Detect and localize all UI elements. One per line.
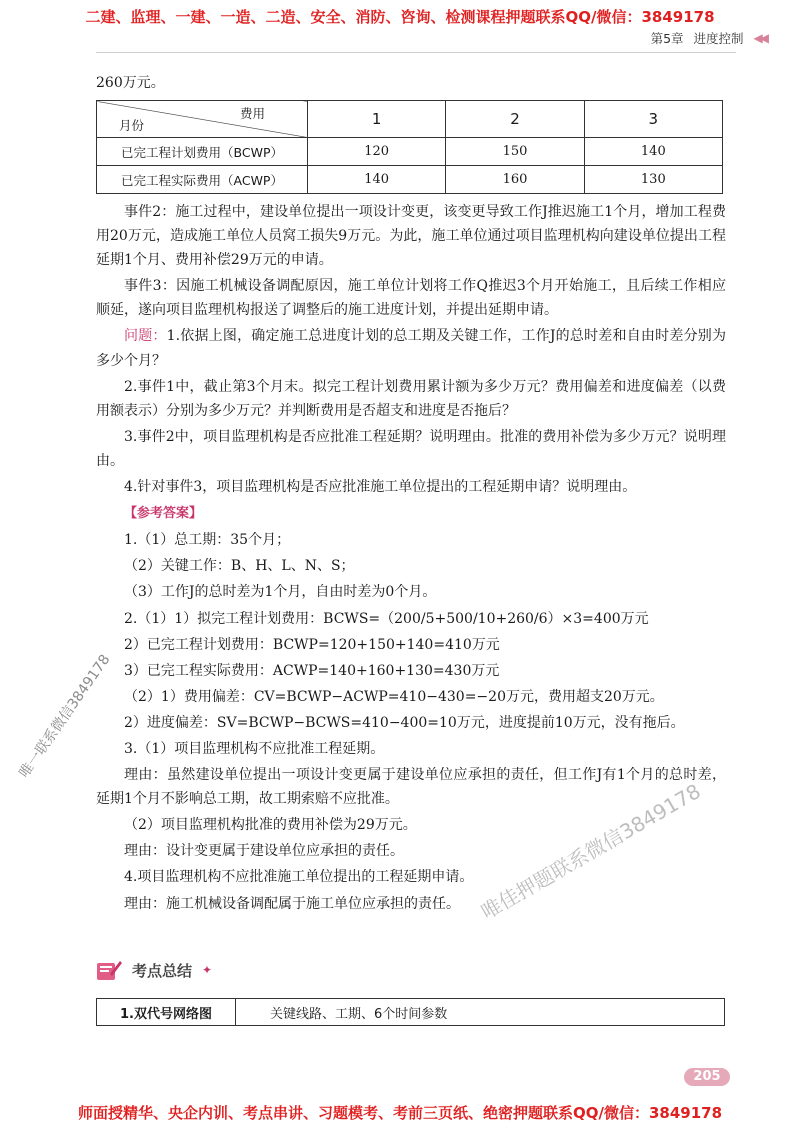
row-label: 已完工程计划费用（BCWP） (97, 138, 308, 166)
summary-table (96, 998, 725, 1026)
watermark-right: 唯佳押题联系微信3849178 (477, 778, 705, 925)
notebook-pencil-icon (96, 958, 122, 982)
question-1 (96, 324, 726, 372)
answer-line: 理由：施工机械设备调配属于施工单位应承担的责任。 (124, 895, 460, 912)
answer-line: （2）项目监理机构批准的费用补偿为29万元。 (124, 817, 417, 834)
answer-line: 理由：虽然建设单位提出一项设计变更属于建设单位应承担的责任，但工作J有1个月的总时差，延期1个月不影响总工期，故工期索赔不应批准。 (96, 767, 726, 808)
month-header: 2 (446, 101, 584, 138)
summary-heading (96, 958, 212, 982)
answer-heading-line (96, 501, 726, 526)
bottom-promo-banner: 师面授精华、央企内训、考点串讲、习题模考、考前三页纸、绝密押题联系QQ/微信：3849178 (77, 1104, 723, 1122)
chapter-number: 第5章 (650, 31, 684, 46)
diag-bottom-label: 月份 (119, 118, 145, 133)
table-cell: 150 (446, 138, 584, 166)
month-header: 1 (308, 101, 446, 138)
question-2: 2.事件1中，截止第3个月末。拟完工程计划费用累计额为多少万元？费用偏差和进度偏差（以费用额表示）分别为多少万元？并判断费用是否超支和进度是否拖后？ (96, 378, 726, 419)
sparkle-icon: ✦ (202, 963, 213, 977)
question-3: 3.事件2中，项目监理机构是否应批准工程延期？说明理由。批准的费用补偿为多少万元？说明理由。 (96, 428, 726, 469)
summary-title: 考点总结 (132, 961, 193, 980)
answer-line: （3）工作J的总时差为1个月，自由时差为0个月。 (124, 584, 437, 601)
answer-line: （2）关键工作：B、H、L、N、S； (124, 558, 355, 575)
answer-line: 4.项目监理机构不应批准施工单位提出的工程延期申请。 (124, 869, 474, 886)
table-cell: 130 (584, 166, 722, 194)
table-cell: 140 (584, 138, 722, 166)
page-arrow-icon: ◀◀ (753, 31, 766, 45)
answer-heading: 【参考答案】 (124, 506, 203, 522)
intro-line: 260万元。 (96, 75, 165, 91)
header-divider (96, 52, 736, 53)
page-number: 205 (684, 1068, 730, 1086)
question-label: 问题： (124, 328, 167, 345)
answer-line: 理由：设计变更属于建设单位应承担的责任。 (124, 843, 404, 860)
cost-table-header-row (97, 101, 723, 138)
watermark-left: 唯一联系微信3849178 (16, 651, 114, 781)
answer-line: （2）1）费用偏差：CV=BCWP−ACWP=410−430=−20万元，费用超支20万元。 (124, 688, 664, 705)
top-promo-banner: 二建、监理、一建、一造、二造、安全、消防、咨询、检测课程押题联系QQ/微信：3849178 (85, 8, 715, 26)
question-1-text: 1.依据上图，确定施工总进度计划的总工期及关键工作，工作J的总时差和自由时差分别为多少个月？ (96, 328, 727, 369)
table-cell: 140 (308, 166, 446, 194)
month-header: 3 (584, 101, 722, 138)
answer-line: 2）已完工程计划费用：BCWP=120+150+140=410万元 (124, 636, 500, 653)
summary-content: 关键线路、工期、6个时间参数 (270, 1006, 448, 1022)
chapter-header (651, 29, 766, 47)
cost-table (96, 100, 723, 194)
event-2-paragraph: 事件2：施工过程中，建设单位提出一项设计变更，该变更导致工作J推迟施工1个月，增加工程费用20万元，造成施工单位人员窝工损失9万元。为此，施工单位通过项目监理机构向建设单位提出工程延期1个月、费用补偿29万元的申请。 (96, 204, 726, 269)
summary-topic: 1.双代号网络图 (97, 999, 236, 1025)
answer-line: 1.（1）总工期：35个月； (124, 532, 291, 549)
chapter-title: 进度控制 (693, 31, 744, 46)
table-row (97, 166, 723, 194)
diagonal-header-cell (97, 101, 308, 138)
table-cell: 120 (308, 138, 446, 166)
table-row (97, 138, 723, 166)
event-3-paragraph: 事件3：因施工机械设备调配原因，施工单位计划将工作Q推迟3个月开始施工，且后续工作相应顺延，遂向项目监理机构报送了调整后的施工进度计划，并提出延期申请。 (96, 278, 726, 319)
answer-line: 2）进度偏差：SV=BCWP−BCWS=410−400=10万元，进度提前10万元，没有拖后。 (124, 714, 685, 731)
answer-line: 2.（1）1）拟完工程计划费用：BCWS=（200/5+500/10+260/6）×3=400万元 (124, 610, 649, 627)
answer-line: 3.（1）项目监理机构不应批准工程延期。 (124, 740, 385, 757)
answer-line: 3）已完工程实际费用：ACWP=140+160+130=430万元 (124, 662, 500, 679)
row-label: 已完工程实际费用（ACWP） (97, 166, 308, 194)
table-cell: 160 (446, 166, 584, 194)
question-4: 4.针对事件3，项目监理机构是否应批准施工单位提出的工程延期申请？说明理由。 (124, 479, 637, 496)
diag-top-label: 费用 (239, 106, 265, 121)
